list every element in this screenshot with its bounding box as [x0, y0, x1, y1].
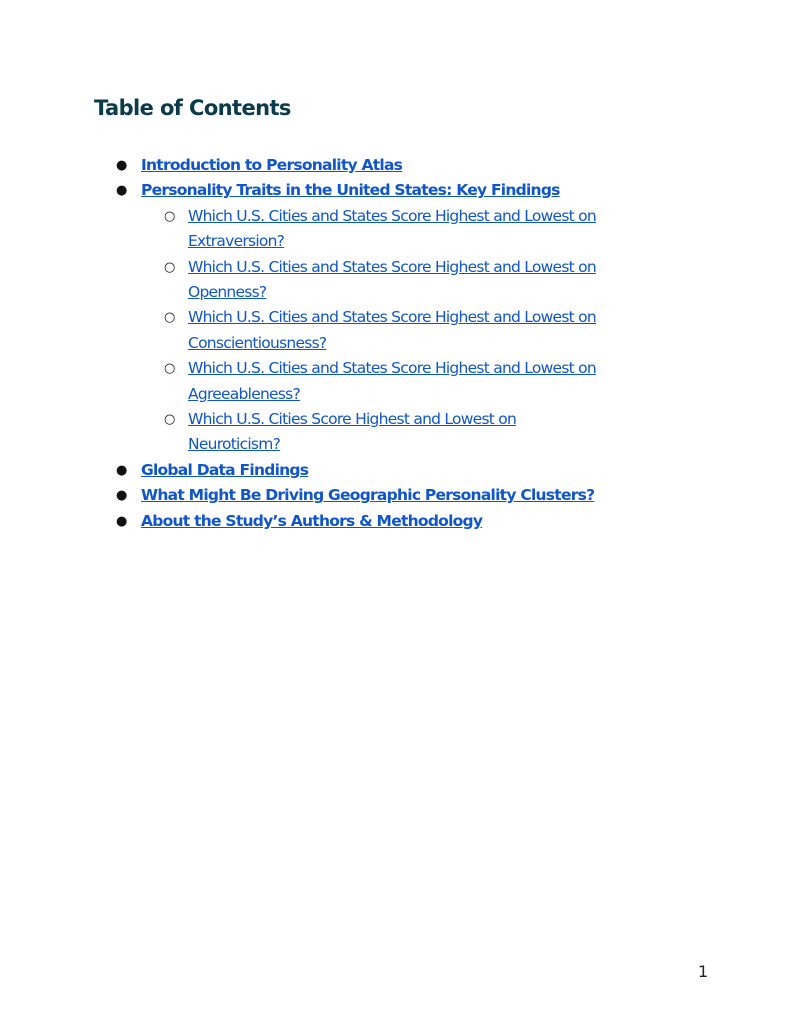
hollow-bullet-icon: ○ [164, 259, 176, 275]
toc-link-extraversion[interactable]: Which U.S. Cities and States Score Highest and Lowest on Extraversion? [188, 206, 596, 251]
hollow-bullet-icon: ○ [164, 208, 176, 224]
filled-bullet-icon: ● [116, 488, 128, 504]
toc-link-driving-clusters[interactable]: What Might Be Driving Geographic Personality Clusters? [141, 486, 595, 505]
toc-item-neuroticism [0, 407, 608, 458]
hollow-bullet-icon: ○ [164, 412, 176, 428]
toc-item-driving-clusters [0, 483, 701, 508]
toc-link-conscientiousness[interactable]: Which U.S. Cities and States Score Highest and Lowest on Conscientiousness? [188, 308, 596, 352]
filled-bullet-icon: ● [116, 513, 128, 529]
filled-bullet-icon: ● [116, 462, 128, 478]
page-title: Table of Contents [94, 96, 291, 120]
toc-item-global-findings [0, 458, 701, 483]
toc-link-global-findings[interactable]: Global Data Findings [141, 460, 309, 479]
page-number: 1 [698, 962, 709, 981]
toc-link-neuroticism[interactable]: Which U.S. Cities Score Highest and Lowest on Neuroticism? [188, 410, 517, 454]
filled-bullet-icon: ● [116, 158, 128, 173]
toc-link-authors-methodology[interactable]: About the Study’s Authors & Methodology [141, 511, 483, 530]
toc-item-us-key-findings [0, 178, 701, 203]
table-of-contents [0, 153, 800, 534]
filled-bullet-icon: ● [116, 183, 128, 199]
toc-link-introduction[interactable]: Introduction to Personality Atlas [141, 156, 403, 174]
toc-item-openness [0, 255, 608, 306]
toc-link-us-key-findings[interactable]: Personality Traits in the United States: Key Findings [141, 181, 560, 200]
toc-link-openness[interactable]: Which U.S. Cities and States Score Highest and Lowest on Openness? [188, 257, 596, 302]
toc-item-introduction [0, 153, 701, 178]
toc-item-extraversion [0, 204, 608, 255]
toc-item-conscientiousness [0, 305, 608, 356]
toc-link-agreeableness[interactable]: Which U.S. Cities and States Score Highest and Lowest on Agreeableness? [188, 359, 596, 403]
hollow-bullet-icon: ○ [164, 361, 176, 377]
hollow-bullet-icon: ○ [164, 310, 176, 326]
toc-item-authors-methodology [0, 509, 701, 534]
toc-item-agreeableness [0, 356, 608, 407]
